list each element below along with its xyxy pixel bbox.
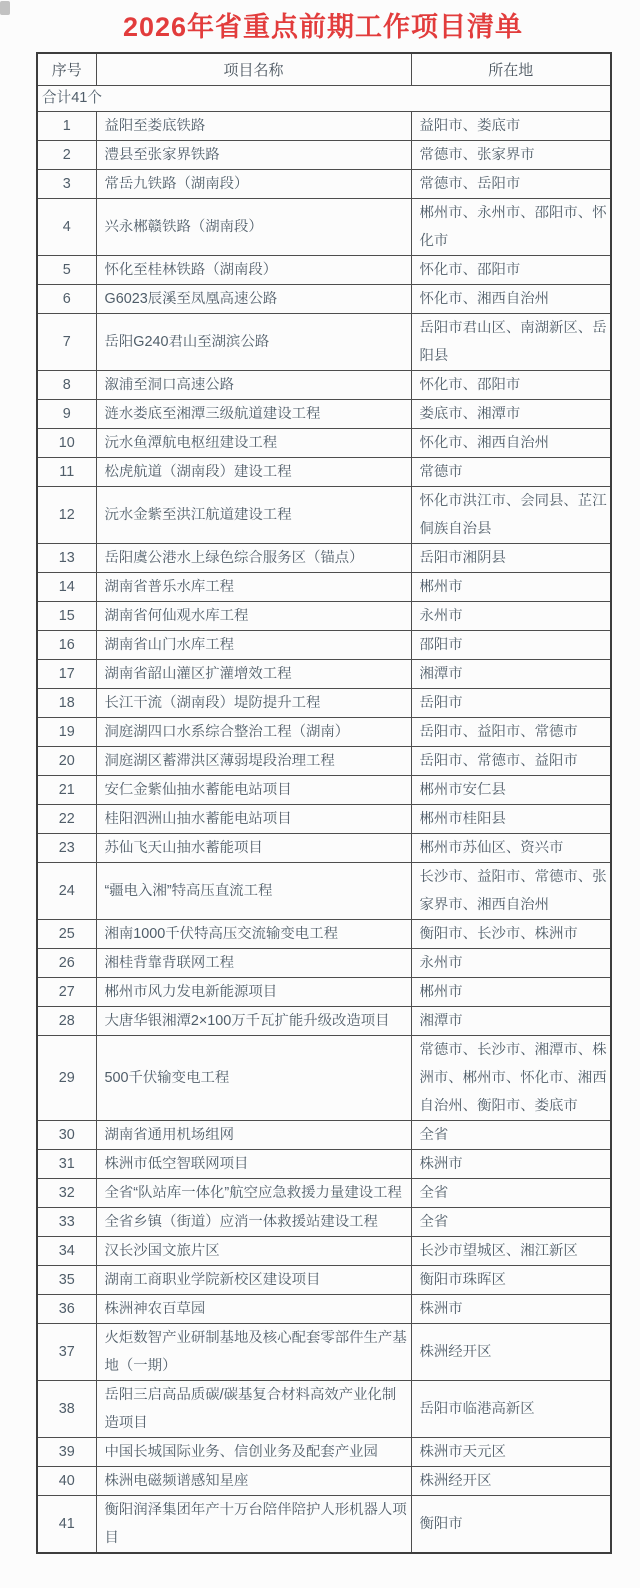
row-number-cell: 14 (37, 573, 96, 602)
project-name-cell: 全省乡镇（街道）应消一体救援站建设工程 (96, 1208, 411, 1237)
row-number-cell: 5 (37, 256, 96, 285)
location-cell: 怀化市、湘西自治州 (411, 429, 611, 458)
table-row (37, 141, 611, 170)
row-number-cell: 3 (37, 170, 96, 199)
row-number-cell: 28 (37, 1007, 96, 1036)
table-row (37, 573, 611, 602)
table-row (37, 314, 611, 371)
location-cell: 全省 (411, 1121, 611, 1150)
project-name-cell: 洞庭湖区蓄滞洪区薄弱堤段治理工程 (96, 747, 411, 776)
project-name-cell: 沅水鱼潭航电枢纽建设工程 (96, 429, 411, 458)
project-name-cell: 常岳九铁路（湖南段） (96, 170, 411, 199)
project-name-cell: 郴州市风力发电新能源项目 (96, 978, 411, 1007)
project-name-cell: 怀化至桂林铁路（湖南段） (96, 256, 411, 285)
location-cell: 岳阳市、益阳市、常德市 (411, 718, 611, 747)
location-cell: 怀化市、邵阳市 (411, 371, 611, 400)
row-number-cell: 16 (37, 631, 96, 660)
header-row (37, 53, 611, 86)
project-name-cell: 湘桂背靠背联网工程 (96, 949, 411, 978)
table-row (37, 487, 611, 544)
table-row (37, 199, 611, 256)
location-cell: 株洲经开区 (411, 1467, 611, 1496)
location-cell: 郴州市、永州市、邵阳市、怀化市 (411, 199, 611, 256)
project-name-cell: 湘南1000千伏特高压交流输变电工程 (96, 920, 411, 949)
column-header-serial-number: 序号 (37, 53, 96, 86)
project-name-cell: 大唐华银湘潭2×100万千瓦扩能升级改造项目 (96, 1007, 411, 1036)
summary-row (37, 86, 611, 112)
table-row (37, 1036, 611, 1121)
table-row (37, 863, 611, 920)
table-row (37, 718, 611, 747)
table-row (37, 834, 611, 863)
table-row (37, 949, 611, 978)
row-number-cell: 30 (37, 1121, 96, 1150)
table-row (37, 1179, 611, 1208)
project-name-cell: 洞庭湖四口水系综合整治工程（湖南） (96, 718, 411, 747)
project-list-table (36, 52, 612, 1554)
location-cell: 常德市、岳阳市 (411, 170, 611, 199)
project-name-cell: 溆浦至洞口高速公路 (96, 371, 411, 400)
project-name-cell: 松虎航道（湖南段）建设工程 (96, 458, 411, 487)
row-number-cell: 15 (37, 602, 96, 631)
row-number-cell: 39 (37, 1438, 96, 1467)
row-number-cell: 24 (37, 863, 96, 920)
row-number-cell: 1 (37, 112, 96, 141)
location-cell: 怀化市、湘西自治州 (411, 285, 611, 314)
project-name-cell: 苏仙飞天山抽水蓄能项目 (96, 834, 411, 863)
project-name-cell: 株洲神农百草园 (96, 1295, 411, 1324)
row-number-cell: 8 (37, 371, 96, 400)
table-row (37, 429, 611, 458)
table-row (37, 256, 611, 285)
location-cell: 株洲市 (411, 1150, 611, 1179)
project-name-cell: 中国长城国际业务、信创业务及配套产业园 (96, 1438, 411, 1467)
location-cell: 全省 (411, 1179, 611, 1208)
project-name-cell: 湖南省山门水库工程 (96, 631, 411, 660)
table-row (37, 631, 611, 660)
table-row (37, 112, 611, 141)
summary-total-cell: 合计41个 (37, 86, 611, 112)
location-cell: 株洲经开区 (411, 1324, 611, 1381)
row-number-cell: 31 (37, 1150, 96, 1179)
table-row (37, 458, 611, 487)
column-header-project-name: 项目名称 (96, 53, 411, 86)
project-name-cell: 岳阳虞公港水上绿色综合服务区（锚点） (96, 544, 411, 573)
table-row (37, 1208, 611, 1237)
project-name-cell: 桂阳泗洲山抽水蓄能电站项目 (96, 805, 411, 834)
table-row (37, 978, 611, 1007)
table-row (37, 1496, 611, 1554)
row-number-cell: 20 (37, 747, 96, 776)
table-row (37, 660, 611, 689)
screenshot-corner-artifact (0, 1, 10, 15)
row-number-cell: 10 (37, 429, 96, 458)
table-row (37, 1381, 611, 1438)
location-cell: 永州市 (411, 602, 611, 631)
location-cell: 邵阳市 (411, 631, 611, 660)
row-number-cell: 21 (37, 776, 96, 805)
location-cell: 株洲市 (411, 1295, 611, 1324)
location-cell: 株洲市天元区 (411, 1438, 611, 1467)
row-number-cell: 11 (37, 458, 96, 487)
project-name-cell: 长江干流（湖南段）堤防提升工程 (96, 689, 411, 718)
location-cell: 郴州市 (411, 978, 611, 1007)
location-cell: 永州市 (411, 949, 611, 978)
row-number-cell: 7 (37, 314, 96, 371)
location-cell: 郴州市苏仙区、资兴市 (411, 834, 611, 863)
table-row (37, 747, 611, 776)
location-cell: 湘潭市 (411, 660, 611, 689)
table-row (37, 544, 611, 573)
table-row (37, 689, 611, 718)
table-row (37, 1324, 611, 1381)
project-name-cell: “疆电入湘”特高压直流工程 (96, 863, 411, 920)
table-row (37, 1121, 611, 1150)
table-body (37, 86, 611, 1554)
table-row (37, 400, 611, 429)
table-row (37, 285, 611, 314)
location-cell: 益阳市、娄底市 (411, 112, 611, 141)
location-cell: 常德市 (411, 458, 611, 487)
row-number-cell: 29 (37, 1036, 96, 1121)
project-name-cell: 湖南省普乐水库工程 (96, 573, 411, 602)
project-name-cell: 湖南工商职业学院新校区建设项目 (96, 1266, 411, 1295)
row-number-cell: 26 (37, 949, 96, 978)
location-cell: 岳阳市 (411, 689, 611, 718)
project-name-cell: 全省“队站库一体化”航空应急救援力量建设工程 (96, 1179, 411, 1208)
location-cell: 长沙市望城区、湘江新区 (411, 1237, 611, 1266)
table-row (37, 805, 611, 834)
location-cell: 长沙市、益阳市、常德市、张家界市、湘西自治州 (411, 863, 611, 920)
project-name-cell: 涟水娄底至湘潭三级航道建设工程 (96, 400, 411, 429)
row-number-cell: 34 (37, 1237, 96, 1266)
project-name-cell: 岳阳G240君山至湖滨公路 (96, 314, 411, 371)
location-cell: 郴州市桂阳县 (411, 805, 611, 834)
location-cell: 郴州市 (411, 573, 611, 602)
row-number-cell: 25 (37, 920, 96, 949)
location-cell: 郴州市安仁县 (411, 776, 611, 805)
location-cell: 岳阳市、常德市、益阳市 (411, 747, 611, 776)
location-cell: 衡阳市 (411, 1496, 611, 1554)
table-row (37, 920, 611, 949)
row-number-cell: 23 (37, 834, 96, 863)
location-cell: 全省 (411, 1208, 611, 1237)
table-row (37, 1295, 611, 1324)
table-header (37, 53, 611, 86)
row-number-cell: 40 (37, 1467, 96, 1496)
row-number-cell: 35 (37, 1266, 96, 1295)
row-number-cell: 33 (37, 1208, 96, 1237)
row-number-cell: 4 (37, 199, 96, 256)
row-number-cell: 37 (37, 1324, 96, 1381)
location-cell: 衡阳市珠晖区 (411, 1266, 611, 1295)
table-row (37, 602, 611, 631)
location-cell: 常德市、长沙市、湘潭市、株洲市、郴州市、怀化市、湘西自治州、衡阳市、娄底市 (411, 1036, 611, 1121)
project-name-cell: 兴永郴赣铁路（湖南段） (96, 199, 411, 256)
row-number-cell: 6 (37, 285, 96, 314)
location-cell: 湘潭市 (411, 1007, 611, 1036)
project-name-cell: G6023辰溪至凤凰高速公路 (96, 285, 411, 314)
location-cell: 娄底市、湘潭市 (411, 400, 611, 429)
table-row (37, 1150, 611, 1179)
project-name-cell: 株洲市低空智联网项目 (96, 1150, 411, 1179)
location-cell: 常德市、张家界市 (411, 141, 611, 170)
row-number-cell: 12 (37, 487, 96, 544)
row-number-cell: 27 (37, 978, 96, 1007)
project-name-cell: 衡阳润泽集团年产十万台陪伴陪护人形机器人项目 (96, 1496, 411, 1554)
row-number-cell: 32 (37, 1179, 96, 1208)
project-name-cell: 益阳至娄底铁路 (96, 112, 411, 141)
row-number-cell: 38 (37, 1381, 96, 1438)
project-name-cell: 岳阳三启高品质碳/碳基复合材料高效产业化制造项目 (96, 1381, 411, 1438)
location-cell: 岳阳市君山区、南湖新区、岳阳县 (411, 314, 611, 371)
project-name-cell: 株洲电磁频谱感知星座 (96, 1467, 411, 1496)
row-number-cell: 19 (37, 718, 96, 747)
table-row (37, 1237, 611, 1266)
table-row (37, 776, 611, 805)
project-name-cell: 湖南省何仙观水库工程 (96, 602, 411, 631)
table-row (37, 170, 611, 199)
location-cell: 怀化市、邵阳市 (411, 256, 611, 285)
table-row (37, 1007, 611, 1036)
row-number-cell: 2 (37, 141, 96, 170)
table-row (37, 1266, 611, 1295)
location-cell: 岳阳市临港高新区 (411, 1381, 611, 1438)
row-number-cell: 18 (37, 689, 96, 718)
column-header-location: 所在地 (411, 53, 611, 86)
location-cell: 怀化市洪江市、会同县、芷江侗族自治县 (411, 487, 611, 544)
project-name-cell: 湖南省通用机场组网 (96, 1121, 411, 1150)
project-name-cell: 湖南省韶山灌区扩灌增效工程 (96, 660, 411, 689)
row-number-cell: 17 (37, 660, 96, 689)
project-name-cell: 500千伏输变电工程 (96, 1036, 411, 1121)
row-number-cell: 13 (37, 544, 96, 573)
location-cell: 衡阳市、长沙市、株洲市 (411, 920, 611, 949)
project-name-cell: 安仁金紫仙抽水蓄能电站项目 (96, 776, 411, 805)
row-number-cell: 41 (37, 1496, 96, 1554)
row-number-cell: 9 (37, 400, 96, 429)
row-number-cell: 22 (37, 805, 96, 834)
table-row (37, 1438, 611, 1467)
row-number-cell: 36 (37, 1295, 96, 1324)
project-name-cell: 沅水金紫至洪江航道建设工程 (96, 487, 411, 544)
location-cell: 岳阳市湘阴县 (411, 544, 611, 573)
project-name-cell: 汉长沙国文旅片区 (96, 1237, 411, 1266)
page-title: 2026年省重点前期工作项目清单 (122, 12, 524, 42)
table-row (37, 1467, 611, 1496)
project-name-cell: 澧县至张家界铁路 (96, 141, 411, 170)
project-name-cell: 火炬数智产业研制基地及核心配套零部件生产基地（一期） (96, 1324, 411, 1381)
table-row (37, 371, 611, 400)
